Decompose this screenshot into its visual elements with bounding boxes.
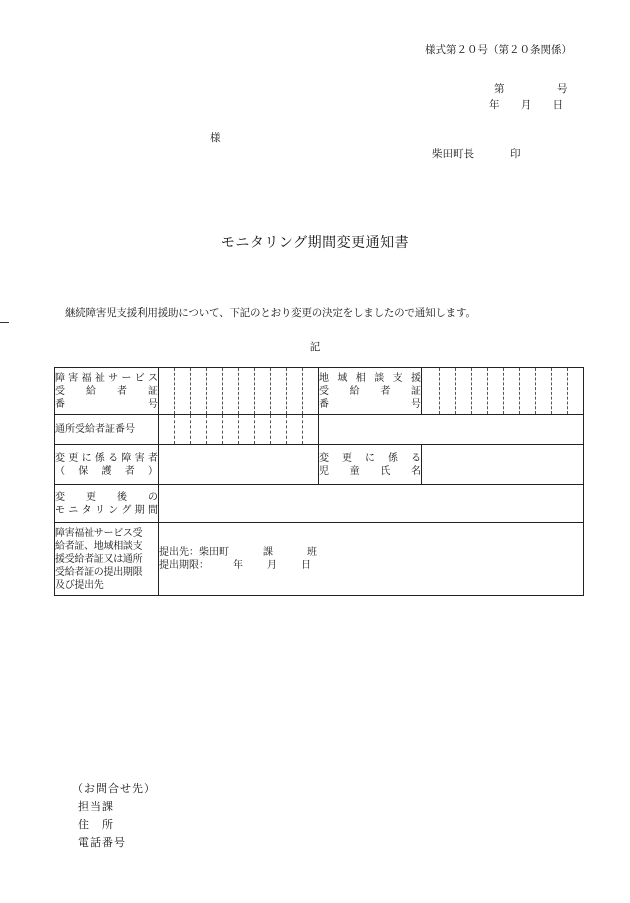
- guardian-name-field[interactable]: [159, 445, 319, 485]
- digit-cell[interactable]: [175, 368, 191, 415]
- submission-deadline: 提出期限： 年 月 日: [159, 560, 311, 571]
- table-row: [55, 445, 584, 485]
- table-row: [55, 368, 584, 415]
- document-date: 年 月 日: [489, 99, 564, 111]
- digit-cell[interactable]: [287, 368, 303, 415]
- digit-cell[interactable]: [568, 368, 584, 415]
- digit-cell[interactable]: [504, 368, 520, 415]
- child-name-label: 変 更 に 係 る 児 童 氏 名: [319, 445, 422, 485]
- addressee-honorific: 様: [210, 132, 221, 144]
- digit-cell[interactable]: [255, 368, 271, 415]
- contact-address: 住 所: [78, 818, 114, 831]
- welfare-cert-label: 障害福祉サービス 受 給 者 証 番 号: [55, 368, 159, 415]
- contact-heading: （お問合せ先）: [72, 782, 156, 795]
- ki-heading: 記: [309, 341, 321, 353]
- digit-cell[interactable]: [223, 368, 239, 415]
- contact-block: [72, 780, 156, 852]
- table-row: [55, 485, 584, 523]
- submission-destination: 提出先：柴田町 課 班: [159, 547, 317, 558]
- guardian-label: 変更に係る障害者 （ 保 護 者 ）: [55, 445, 159, 485]
- digit-cell[interactable]: [287, 415, 303, 445]
- contact-phone: 電話番号: [78, 836, 126, 849]
- digit-cell[interactable]: [191, 415, 207, 445]
- digit-cell[interactable]: [552, 368, 568, 415]
- digit-cell[interactable]: [536, 368, 552, 415]
- issuer-name: 柴田町長: [432, 148, 474, 160]
- digit-cell[interactable]: [456, 368, 472, 415]
- community-cert-label: 地域相談支援 受 給 者 証 番 号: [319, 368, 422, 415]
- digit-cell[interactable]: [207, 368, 223, 415]
- table-row: [55, 523, 584, 596]
- digit-cell[interactable]: [472, 368, 488, 415]
- digit-cell[interactable]: [271, 368, 287, 415]
- digit-cell[interactable]: [422, 368, 440, 415]
- empty-cell: [319, 415, 584, 445]
- daycare-cert-label: 通所受給者証番号: [55, 415, 159, 445]
- digit-cell[interactable]: [223, 415, 239, 445]
- digit-cell[interactable]: [175, 415, 191, 445]
- digit-cell[interactable]: [239, 368, 255, 415]
- digit-cell[interactable]: [207, 415, 223, 445]
- digit-cell[interactable]: [255, 415, 271, 445]
- margin-mark: [0, 322, 9, 323]
- notice-table: [54, 367, 584, 596]
- digit-cell[interactable]: [159, 415, 175, 445]
- submission-label: 障害福祉サービス受 給者証、地域相談支 援受給者証又は通所 受給者証の提出期限 及び提出先: [55, 523, 159, 596]
- digit-cell[interactable]: [520, 368, 536, 415]
- digit-cell[interactable]: [191, 368, 207, 415]
- digit-cell[interactable]: [239, 415, 255, 445]
- digit-cell[interactable]: [271, 415, 287, 445]
- intro-text: 継続障害児支援利用援助について、下記のとおり変更の決定をしましたので通知します。: [65, 307, 476, 319]
- submission-details: [159, 523, 584, 596]
- issuer: [432, 146, 521, 161]
- digit-cell[interactable]: [440, 368, 456, 415]
- seal-mark: 印: [510, 148, 521, 160]
- contact-dept: 担当課: [78, 800, 114, 813]
- digit-cell[interactable]: [303, 368, 319, 415]
- digit-cell[interactable]: [488, 368, 504, 415]
- monitoring-period-label: 変 更 後 の モニタリング期間: [55, 485, 159, 523]
- document-title: モニタリング期間変更通知書: [220, 235, 410, 251]
- table-row: [55, 415, 584, 445]
- child-name-field[interactable]: [422, 445, 584, 485]
- document-number: 第 号: [494, 83, 568, 95]
- digit-cell[interactable]: [159, 368, 175, 415]
- form-number: 様式第２０号（第２０条関係）: [425, 44, 572, 56]
- digit-cell[interactable]: [303, 415, 319, 445]
- monitoring-period-field[interactable]: [159, 485, 584, 523]
